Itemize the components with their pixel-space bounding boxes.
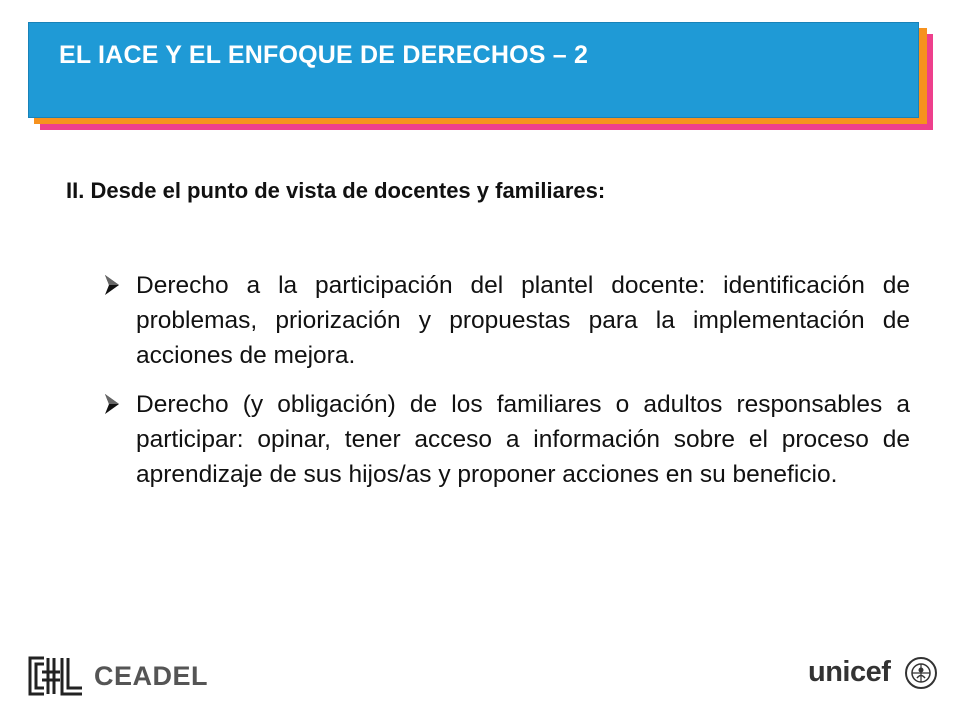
bullet-text: Derecho a la participación del plantel docente: identificación de problemas, priorización y propuestas para la implementación de acciones de mejora. <box>136 272 910 369</box>
title-banner <box>28 22 938 132</box>
unicef-logo-text: unicef <box>808 656 891 688</box>
section-subtitle: II. Desde el punto de vista de docentes y familiares: <box>66 178 606 203</box>
bullet-item <box>100 387 910 492</box>
bullet-item <box>100 268 910 373</box>
arrow-right-icon <box>104 274 120 296</box>
ceadel-logo <box>26 652 226 702</box>
banner-blue-layer <box>28 22 919 118</box>
ceadel-logo-mark <box>26 652 86 700</box>
ceadel-logo-text: CEADEL <box>94 661 209 691</box>
unicef-emblem-icon <box>904 656 938 690</box>
bullet-list <box>100 268 910 506</box>
unicef-logo <box>808 652 938 696</box>
arrow-right-icon <box>104 393 120 415</box>
slide-title: EL IACE Y EL ENFOQUE DE DERECHOS – 2 <box>59 41 589 69</box>
bullet-text: Derecho (y obligación) de los familiares o adultos responsables a participar: opinar, tener acceso a información sobre el proceso de aprendizaje de sus hijos/as y proponer acciones en su beneficio. <box>136 391 910 488</box>
